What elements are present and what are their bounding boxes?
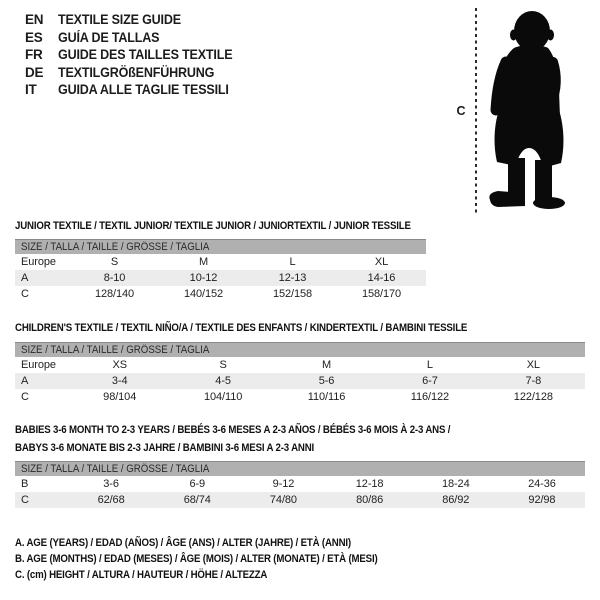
legend-age-years bbox=[15, 535, 427, 551]
table-cell: L bbox=[426, 359, 433, 371]
row-label: Europe bbox=[21, 256, 56, 268]
legend-height-cm bbox=[15, 567, 427, 583]
table-cell: 12-18 bbox=[355, 478, 384, 490]
table-cell: 24-36 bbox=[528, 478, 556, 490]
table-cell: 104/110 bbox=[203, 391, 243, 403]
table-cell: 8-10 bbox=[103, 272, 126, 284]
guide-title-it: GUIDA ALLE TAGLIE TESSILI bbox=[58, 82, 229, 98]
legend-text: A. AGE (YEARS) / EDAD (AÑOS) / ÂGE (ANS) / ALTER (JAHRE) / ETÀ (ANNI) bbox=[15, 537, 351, 549]
table-cell: 9-12 bbox=[272, 478, 295, 490]
table-cell: 116/122 bbox=[410, 391, 450, 403]
row-label: C bbox=[21, 494, 29, 506]
table-cell: 7-8 bbox=[525, 375, 542, 387]
table-cell: 98/104 bbox=[103, 391, 137, 403]
guide-title-es: GUÍA DE TALLAS bbox=[58, 29, 160, 45]
table-cell: 10-12 bbox=[189, 272, 218, 284]
table-cell: 4-5 bbox=[215, 375, 231, 387]
table-cell: 152/158 bbox=[272, 288, 313, 300]
section-title-junior bbox=[15, 217, 465, 235]
table-header bbox=[15, 239, 426, 254]
table-cell: 5-6 bbox=[318, 375, 335, 387]
table-cell: 12-13 bbox=[278, 272, 307, 284]
table-row bbox=[15, 286, 426, 302]
table-cell: XL bbox=[526, 359, 540, 371]
table-cell: 6-7 bbox=[422, 375, 438, 387]
children-size-table bbox=[15, 342, 585, 405]
table-cell: 6-9 bbox=[189, 478, 206, 490]
row-label: C bbox=[21, 288, 29, 300]
table-row bbox=[15, 270, 426, 286]
language-code: IT bbox=[25, 82, 37, 98]
section-title-babies bbox=[15, 421, 510, 457]
section-title-text-line2: BABYS 3-6 MONATE BIS 2-3 JAHRE / BAMBINI 3-6 MESI A 2-3 ANNI bbox=[15, 442, 315, 454]
table-row bbox=[15, 373, 585, 389]
language-code: EN bbox=[25, 12, 44, 27]
language-code: DE bbox=[25, 64, 44, 80]
table-cell: XS bbox=[112, 359, 127, 371]
guide-title-fr: GUIDE DES TAILLES TEXTILE bbox=[58, 47, 233, 63]
section-title-text: JUNIOR TEXTILE / TEXTIL JUNIOR/ TEXTILE JUNIOR / JUNIORTEXTIL / JUNIOR TESSILE bbox=[15, 220, 411, 232]
row-label: Europe bbox=[21, 359, 56, 371]
language-row-en bbox=[25, 11, 246, 29]
table-row bbox=[15, 389, 585, 405]
section-title-text-line1: BABIES 3-6 MONTH TO 2-3 YEARS / BEBÉS 3-6 MESES A 2-3 AÑOS / BÉBÉS 3-6 MOIS À 2-3 ANS / bbox=[15, 424, 451, 436]
legend-text: B. AGE (MONTHS) / EDAD (MESES) / ÂGE (MOIS) / ALTER (MONATE) / ETÀ (MESI) bbox=[15, 553, 378, 565]
table-cell: 158/170 bbox=[361, 288, 402, 300]
language-row-it bbox=[25, 81, 246, 99]
table-cell: 86/92 bbox=[442, 494, 470, 506]
table-cell: M bbox=[198, 256, 209, 268]
table-cell: XL bbox=[374, 256, 389, 268]
row-label: A bbox=[21, 272, 29, 284]
language-code: ES bbox=[25, 29, 43, 45]
table-cell: 74/80 bbox=[269, 494, 297, 506]
language-row-de bbox=[25, 64, 246, 82]
row-label: A bbox=[21, 375, 29, 387]
section-title-text: CHILDREN'S TEXTILE / TEXTIL NIÑO/A / TEXTILE DES ENFANTS / KINDERTEXTIL / BAMBINI TESSILE bbox=[15, 322, 468, 334]
table-row bbox=[15, 357, 585, 373]
table-cell: 68/74 bbox=[183, 494, 211, 506]
table-cell: 110/116 bbox=[307, 391, 346, 403]
table-cell: L bbox=[289, 256, 296, 268]
measure-legend bbox=[15, 535, 427, 583]
language-row-es bbox=[25, 29, 246, 47]
table-row bbox=[15, 476, 585, 492]
guide-title-en: TEXTILE SIZE GUIDE bbox=[58, 12, 181, 27]
table-cell: 62/68 bbox=[97, 494, 125, 506]
table-header-text: SIZE / TALLA / TAILLE / GRÖSSE / TAGLIA bbox=[21, 241, 210, 253]
table-cell: M bbox=[321, 359, 332, 371]
height-dashed-line bbox=[475, 8, 477, 213]
table-cell: 14-16 bbox=[367, 272, 396, 284]
table-cell: S bbox=[219, 359, 227, 371]
table-cell: 140/152 bbox=[183, 288, 224, 300]
guide-title-de: TEXTILGRÖßENFÜHRUNG bbox=[58, 64, 215, 80]
table-cell: 3-4 bbox=[111, 375, 128, 387]
table-row bbox=[15, 254, 426, 270]
babies-size-table bbox=[15, 461, 585, 508]
table-cell: 128/140 bbox=[94, 288, 135, 300]
table-cell: 3-6 bbox=[103, 478, 119, 490]
table-cell: 80/86 bbox=[356, 494, 384, 506]
language-row-fr bbox=[25, 46, 246, 64]
language-code: FR bbox=[25, 47, 43, 63]
legend-text: C. (cm) HEIGHT / ALTURA / HAUTEUR / HÖHE / ALTEZZA bbox=[15, 569, 268, 581]
legend-age-months bbox=[15, 551, 427, 567]
table-header-text: SIZE / TALLA / TAILLE / GRÖSSE / TAGLIA bbox=[21, 344, 210, 356]
table-cell: 18-24 bbox=[441, 478, 470, 490]
table-header bbox=[15, 342, 585, 357]
table-cell: 122/128 bbox=[513, 391, 553, 403]
section-title-children bbox=[15, 319, 529, 337]
height-measure-label: C bbox=[456, 104, 466, 118]
table-header bbox=[15, 461, 585, 476]
table-row bbox=[15, 492, 585, 508]
table-cell: 92/98 bbox=[528, 494, 556, 506]
table-cell: S bbox=[110, 256, 119, 268]
junior-size-table bbox=[15, 239, 426, 302]
language-title-list bbox=[25, 11, 246, 99]
row-label: C bbox=[21, 391, 29, 403]
table-header-text: SIZE / TALLA / TAILLE / GRÖSSE / TAGLIA bbox=[21, 463, 210, 475]
baby-silhouette bbox=[486, 10, 570, 209]
row-label: B bbox=[21, 478, 29, 490]
